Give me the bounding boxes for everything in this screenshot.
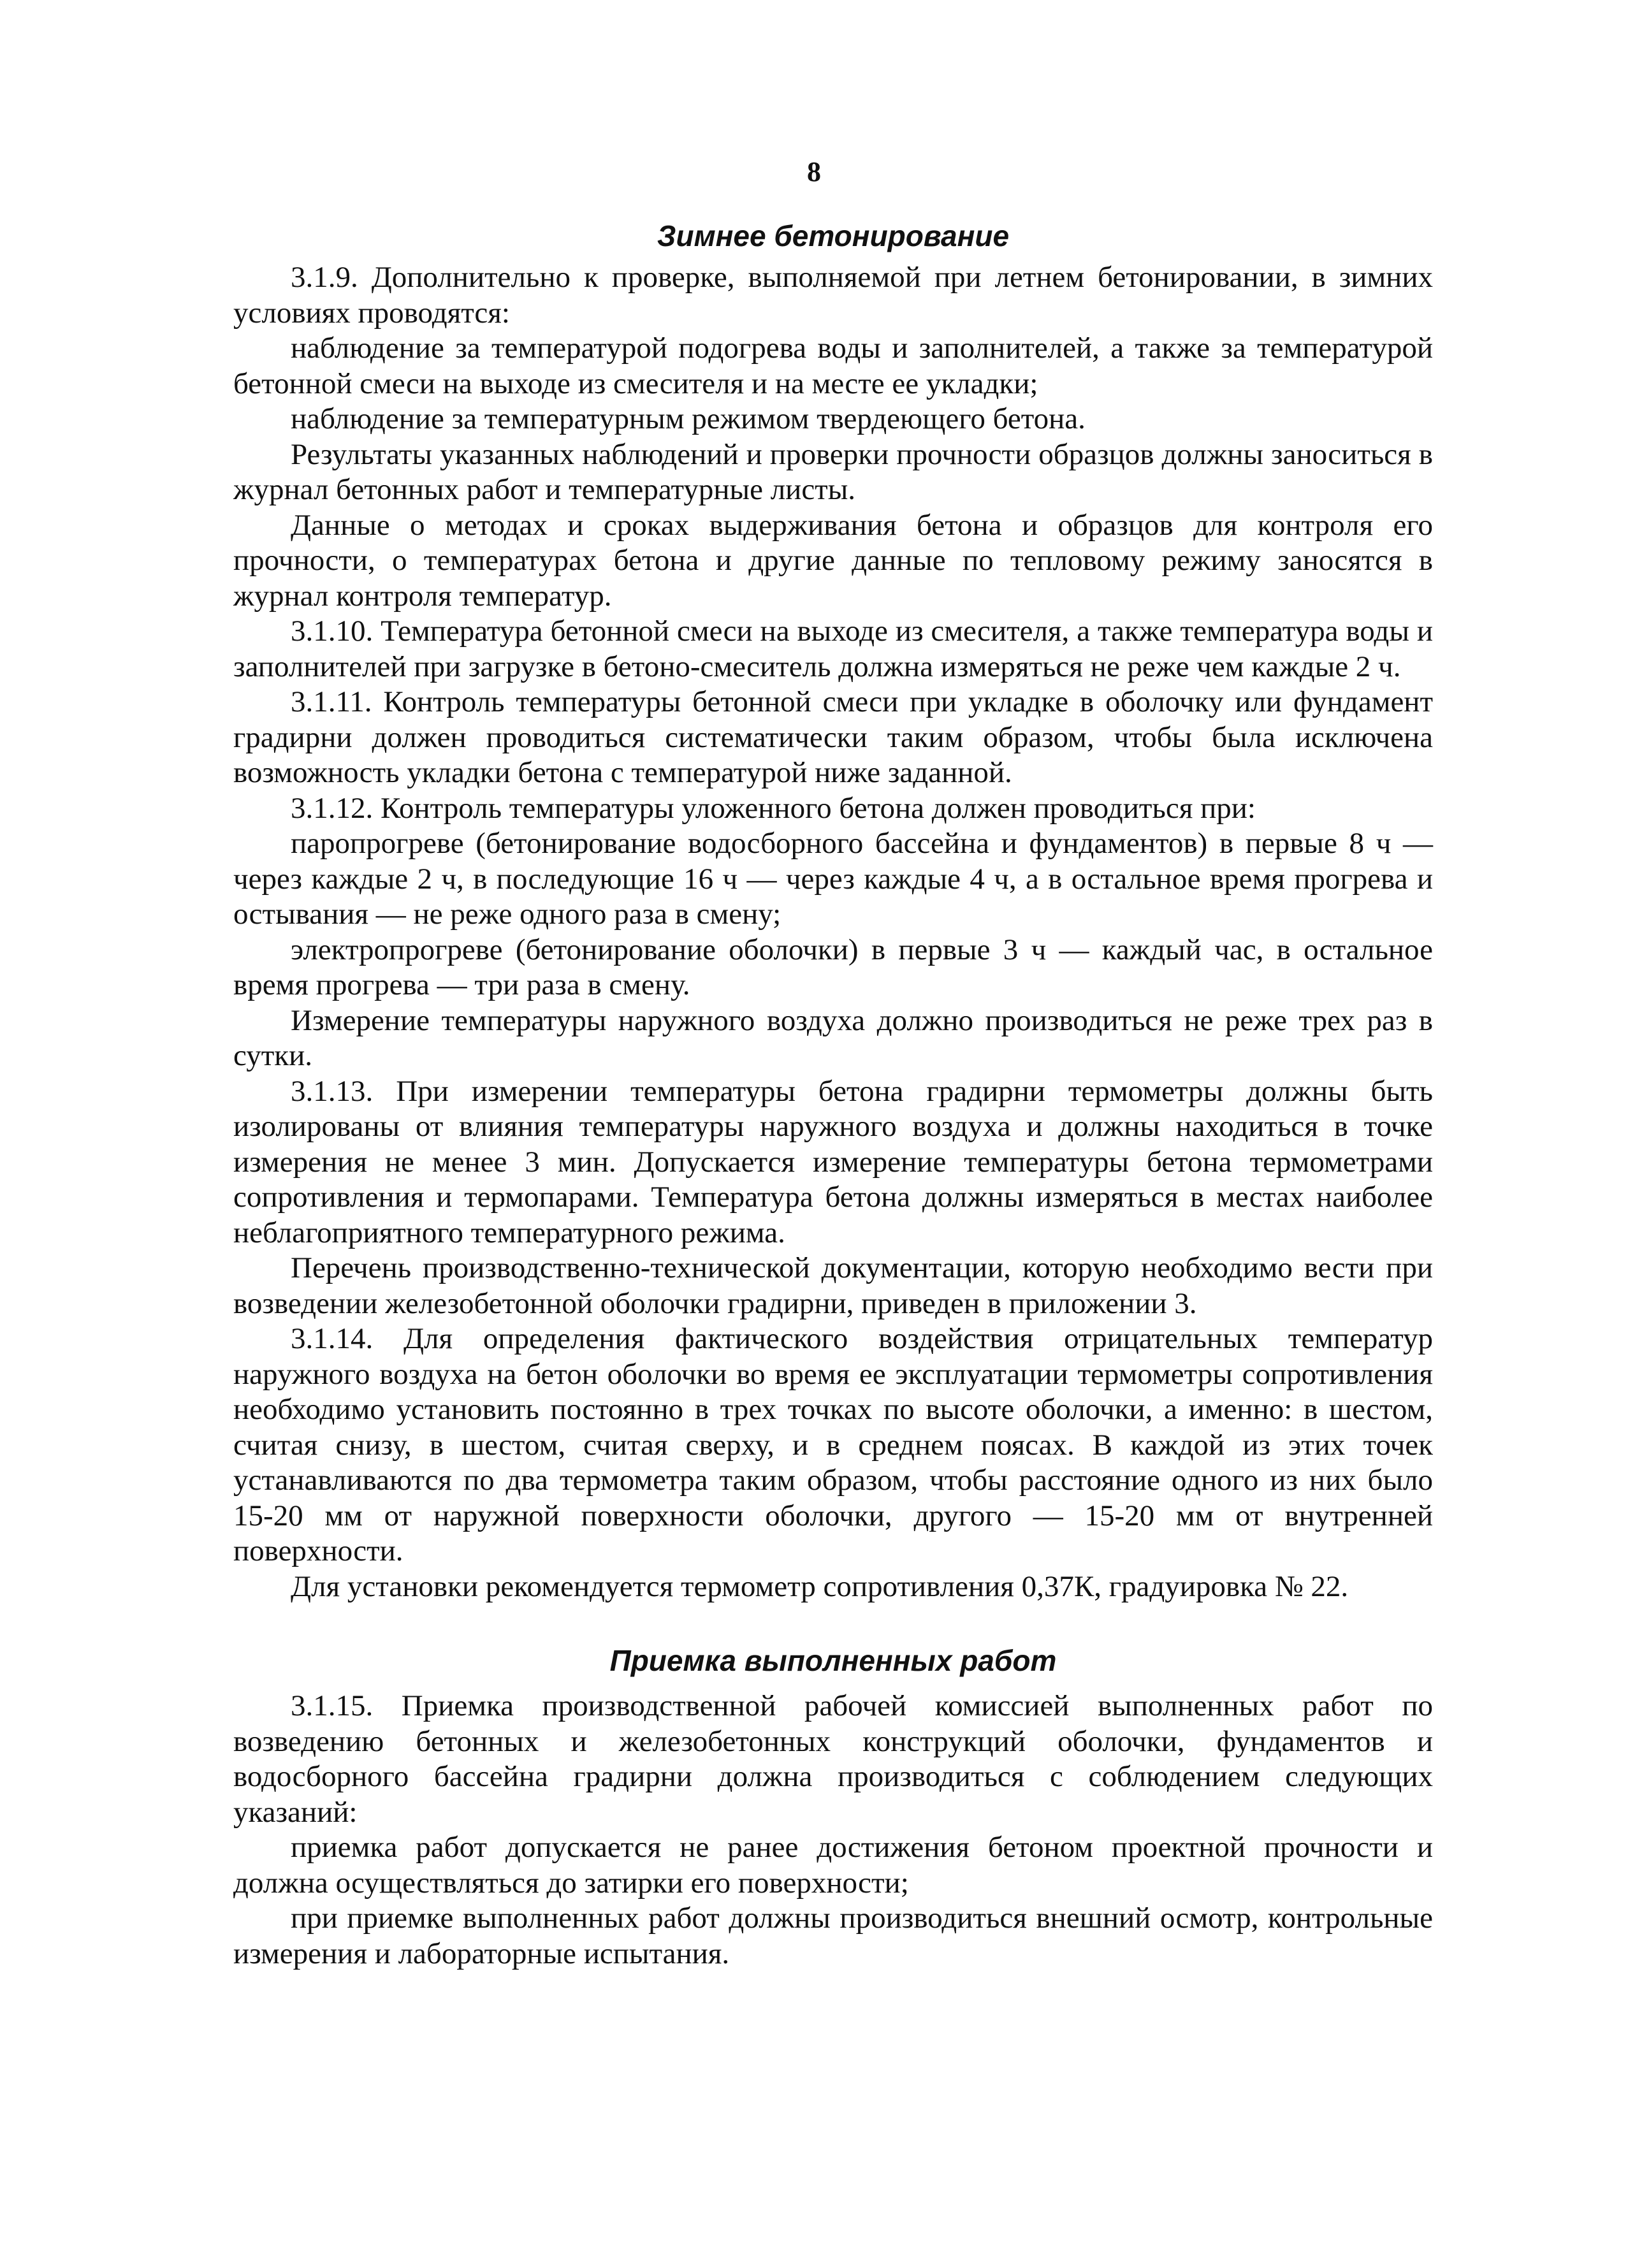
paragraph: наблюдение за температурным режимом твердеющего бетона. [291, 402, 1086, 435]
paragraph: паропрогреве (бетонирование водосборного бассейна и фундаментов) в первые 8 ч — через каждые 2 ч, в последующие 16 ч — через каждые 4 ч, а в остальное время прогрева и остывания — не реже одного раза в смену; [233, 827, 1433, 931]
section-heading: Приемка выполненных работ [609, 1644, 1057, 1677]
paragraph: Данные о методах и сроках выдерживания бетона и образцов для контроля его прочности, о температурах бетона и другие данные по тепловому режиму заносятся в журнал контроля температур. [233, 508, 1433, 613]
paragraph: Для установки рекомендуется термометр сопротивления 0,37К, градуировка № 22. [291, 1569, 1349, 1603]
paragraph: электропрогреве (бетонирование оболочки) в первые 3 ч — каждый час, в остальное время прогрева — три раза в смену. [233, 933, 1433, 1001]
page-body [233, 217, 1433, 1972]
paragraph: 3.1.12. Контроль температуры уложенного бетона должен проводиться при: [291, 791, 1256, 825]
paragraph: при приемке выполненных работ должны производиться внешний осмотр, контрольные измерения и лабораторные испытания. [233, 1901, 1433, 1970]
paragraph: 3.1.14. Для определения фактического воздействия отрицательных температур наружного воздуха на бетон оболочки во время ее эксплуатации термометры сопротивления необходимо установить постоянно в трех точках по высоте оболочки, а именно: в шестом, считая снизу, в шестом, считая сверху, и в среднем поясах. В каждой из этих точек устанавливаются по два термометра таким образом, чтобы расстояние одного из них было 15-20 мм от наружной поверхности оболочки, другого — 15-20 мм от внутренней поверхности. [233, 1322, 1433, 1567]
paragraph: 3.1.15. Приемка производственной рабочей комиссией выполненных работ по возведению бетонных и железобетонных конструкций оболочки, фундаментов и водосборного бассейна градирни должна производиться с соблюдением следующих указаний: [233, 1689, 1433, 1829]
paragraph: приемка работ допускается не ранее достижения бетоном проектной прочности и должна осуществляться до затирки его поверхности; [233, 1831, 1433, 1900]
paragraph: Результаты указанных наблюдений и проверки прочности образцов должны заноситься в журнал бетонных работ и температурные листы. [233, 437, 1433, 506]
paragraph: Измерение температуры наружного воздуха должно производиться не реже трех раз в сутки. [233, 1003, 1433, 1072]
section-work-acceptance [233, 1641, 1433, 1972]
paragraph: 3.1.10. Температура бетонной смеси на выходе из смесителя, а также температура воды и заполнителей при загрузке в бетоно-смеситель должна измеряться не реже чем каждые 2 ч. [233, 614, 1433, 683]
section-winter-concreting [233, 217, 1433, 1604]
paragraph: 3.1.13. При измерении температуры бетона градирни термометры должны быть изолированы от влияния температуры наружного воздуха и должны находиться в точке измерения не менее 3 мин. Допускается измерение температуры бетона термометрами сопротивления и термопарами. Температура бетона должны измеряться в местах наиболее неблагоприятного температурного режима. [233, 1074, 1433, 1249]
section-heading: Зимнее бетонирование [657, 219, 1010, 252]
paragraph: наблюдение за температурой подогрева воды и заполнителей, а также за температурой бетонной смеси на выходе из смесителя и на месте ее укладки; [233, 331, 1433, 400]
paragraph: 3.1.11. Контроль температуры бетонной смеси при укладке в оболочку или фундамент градирни должен проводиться систематически таким образом, чтобы была исключена возможность укладки бетона с температурой ниже заданной. [233, 685, 1433, 789]
paragraph: 3.1.9. Дополнительно к проверке, выполняемой при летнем бетонировании, в зимних условиях проводятся: [233, 261, 1433, 330]
paragraph: Перечень производственно-технической документации, которую необходимо вести при возведении железобетонной оболочки градирни, приведен в приложении 3. [233, 1251, 1433, 1320]
page-number: 8 [807, 156, 821, 187]
